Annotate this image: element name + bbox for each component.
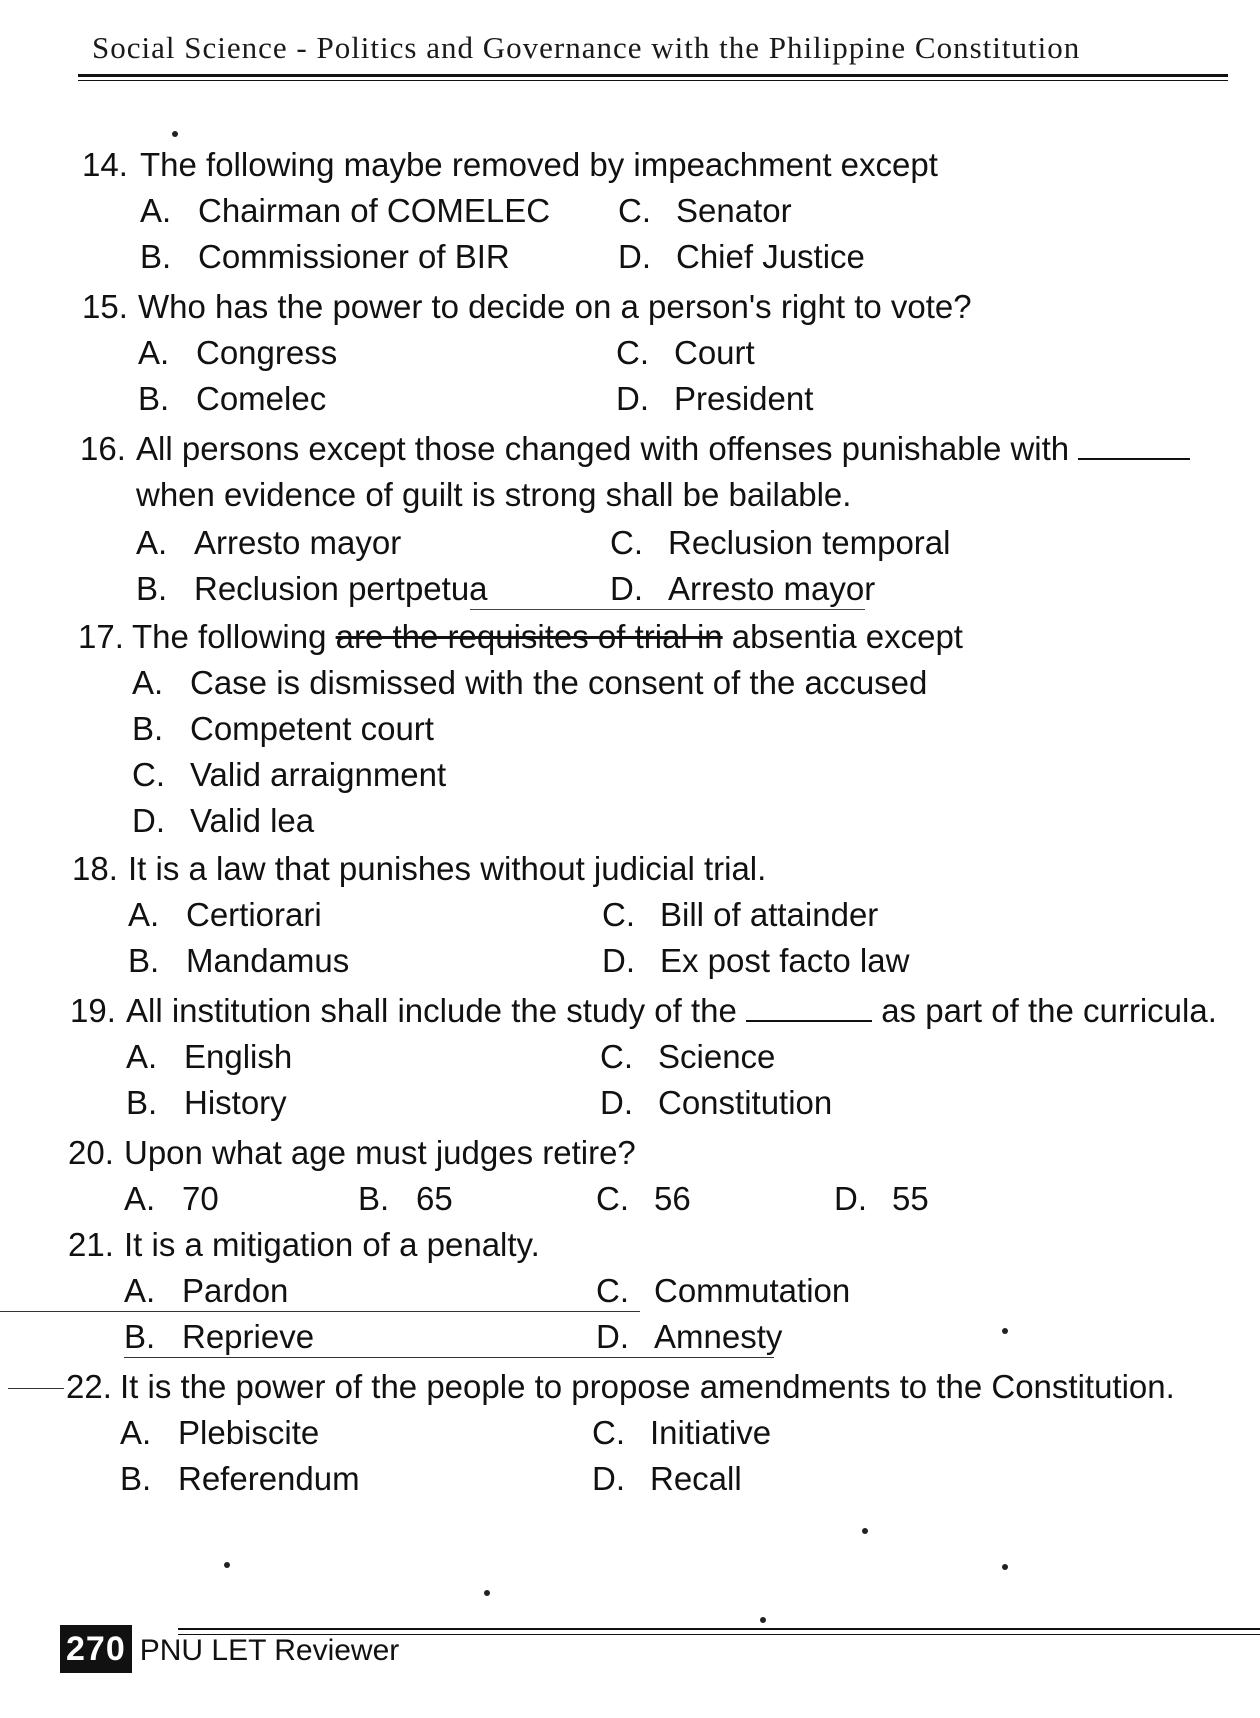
option-letter: D. <box>616 380 649 417</box>
option-a <box>138 330 337 376</box>
question-stem-part2: absentia except <box>722 618 963 655</box>
option-a <box>128 892 322 938</box>
question-number: 15. <box>82 288 128 325</box>
question-17 <box>0 614 1260 660</box>
scan-speck <box>224 1562 230 1568</box>
question-stem <box>126 988 1217 1034</box>
option-letter: A. <box>124 1180 156 1217</box>
option-c <box>596 1268 850 1314</box>
option-text: Commissioner of BIR <box>198 238 510 275</box>
option-text: 65 <box>416 1180 453 1217</box>
question-stem: Upon what age must judges retire? <box>124 1134 636 1171</box>
option-letter: A. <box>140 192 172 229</box>
option-letter: B. <box>136 570 168 607</box>
option-b <box>136 566 488 612</box>
option-b <box>128 938 349 984</box>
scan-speck <box>1002 1564 1008 1570</box>
scan-speck <box>484 1590 490 1596</box>
option-letter: D. <box>132 802 165 839</box>
option-b <box>120 1456 360 1502</box>
option-text: 70 <box>182 1180 219 1217</box>
option-a <box>126 1034 292 1080</box>
option-a <box>120 1410 319 1456</box>
question-stem: The following maybe removed by impeachment except <box>140 146 938 183</box>
question-number: 22. <box>66 1368 112 1405</box>
question-number: 18. <box>72 850 118 887</box>
option-a <box>136 520 401 566</box>
option-a <box>132 660 927 706</box>
question-stem-part1: All institution shall include the study of the <box>126 992 737 1029</box>
option-letter: C. <box>610 524 643 561</box>
question-21 <box>0 1222 1260 1268</box>
option-text: Commutation <box>654 1272 851 1309</box>
option-text: Ex post facto law <box>660 942 910 979</box>
question-16 <box>0 426 1260 472</box>
option-letter: B. <box>132 710 164 747</box>
option-c <box>602 892 878 938</box>
page-header-title: Social Science - Politics and Governance with the Philippine Constitution <box>92 30 1081 65</box>
option-b <box>140 234 510 280</box>
option-text: Amnesty <box>654 1318 783 1355</box>
option-text: Congress <box>196 334 338 371</box>
fill-in-blank <box>1078 428 1190 460</box>
question-stem-line2: when evidence of guilt is strong shall be bailable. <box>136 476 852 513</box>
option-letter: A. <box>126 1038 158 1075</box>
question-14 <box>0 142 1260 188</box>
pen-line <box>0 1311 640 1312</box>
option-b <box>358 1176 453 1222</box>
option-letter: B. <box>140 238 172 275</box>
option-letter: A. <box>138 334 170 371</box>
option-text: Competent court <box>190 710 434 747</box>
option-d <box>618 234 865 280</box>
option-letter: A. <box>128 896 160 933</box>
option-letter: C. <box>600 1038 633 1075</box>
question-number: 20. <box>68 1134 114 1171</box>
question-number: 21. <box>68 1226 114 1263</box>
pen-line <box>124 1357 774 1358</box>
option-text: Valid arraignment <box>190 756 447 793</box>
question-number: 14. <box>82 146 128 183</box>
option-d <box>600 1080 832 1126</box>
question-stem <box>136 426 1190 472</box>
option-letter: D. <box>596 1318 629 1355</box>
option-letter: B. <box>358 1180 390 1217</box>
question-stem: Who has the power to decide on a person's right to vote? <box>138 288 972 325</box>
header-rule <box>78 74 1228 77</box>
option-text: Court <box>674 334 755 371</box>
question-number: 17. <box>78 618 124 655</box>
option-text: Recall <box>650 1460 742 1497</box>
option-text: Science <box>658 1038 776 1075</box>
option-text: Bill of attainder <box>660 896 879 933</box>
option-letter: C. <box>616 334 649 371</box>
option-text: Reclusion pertpetua <box>194 570 488 607</box>
option-c <box>600 1034 775 1080</box>
question-15 <box>0 284 1260 330</box>
option-letter: A. <box>132 664 164 701</box>
option-c <box>610 520 950 566</box>
option-c <box>616 330 755 376</box>
option-b <box>124 1314 314 1360</box>
option-letter: B. <box>128 942 160 979</box>
option-letter: C. <box>132 756 165 793</box>
option-d <box>602 938 909 984</box>
scan-speck <box>862 1528 868 1534</box>
fill-in-blank <box>746 990 872 1022</box>
option-d <box>592 1456 742 1502</box>
option-text: 56 <box>654 1180 691 1217</box>
scan-speck <box>760 1617 766 1623</box>
option-letter: D. <box>610 570 643 607</box>
option-letter: B. <box>126 1084 158 1121</box>
question-number: 16. <box>80 430 126 467</box>
option-letter: A. <box>120 1414 152 1451</box>
option-b <box>138 376 326 422</box>
option-text: Comelec <box>196 380 327 417</box>
question-stem-part2: as part of the curricula. <box>881 992 1217 1029</box>
option-text: Initiative <box>650 1414 772 1451</box>
option-text: 55 <box>892 1180 929 1217</box>
option-text: Valid lea <box>190 802 315 839</box>
question-18 <box>0 846 1260 892</box>
option-text: History <box>184 1084 287 1121</box>
question-20 <box>0 1130 1260 1176</box>
question-19 <box>0 988 1260 1034</box>
question-stem-struck: are the requisites of trial in <box>335 618 723 655</box>
question-stem: It is the power of the people to propose amendments to the Constitution. <box>120 1368 1175 1405</box>
question-stem-line1: All persons except those changed with offenses punishable with <box>136 430 1070 467</box>
option-letter: A. <box>136 524 168 561</box>
option-letter: C. <box>592 1414 625 1451</box>
option-letter: D. <box>602 942 635 979</box>
page-number: 270 <box>60 1625 132 1673</box>
pen-underline <box>470 609 865 610</box>
option-a <box>124 1176 219 1222</box>
option-letter: D. <box>592 1460 625 1497</box>
option-text: Pardon <box>182 1272 289 1309</box>
option-d <box>596 1314 782 1360</box>
option-text: Case is dismissed with the consent of the accused <box>190 664 928 701</box>
question-16-continued <box>0 472 1260 518</box>
option-d <box>132 798 314 844</box>
option-b <box>126 1080 287 1126</box>
book-title: PNU LET Reviewer <box>139 1634 400 1667</box>
option-text: Chairman of COMELEC <box>198 192 551 229</box>
option-d <box>616 376 813 422</box>
option-text: Reclusion temporal <box>668 524 951 561</box>
header-rule-double <box>78 80 1228 81</box>
question-stem: It is a law that punishes without judicial trial. <box>128 850 767 887</box>
option-c <box>596 1176 691 1222</box>
option-letter: D. <box>834 1180 867 1217</box>
option-text: English <box>184 1038 293 1075</box>
option-d <box>834 1176 929 1222</box>
option-a <box>124 1268 288 1314</box>
option-letter: B. <box>124 1318 156 1355</box>
option-text: Arresto mayor <box>194 524 402 561</box>
option-letter: C. <box>596 1180 629 1217</box>
option-text: Mandamus <box>186 942 350 979</box>
option-b <box>132 706 434 752</box>
option-text: Reprieve <box>182 1318 315 1355</box>
option-text: Constitution <box>658 1084 833 1121</box>
option-text: Referendum <box>178 1460 360 1497</box>
option-letter: C. <box>602 896 635 933</box>
option-text: Plebiscite <box>178 1414 320 1451</box>
option-letter: D. <box>618 238 651 275</box>
scan-speck <box>172 131 178 137</box>
question-22 <box>0 1364 1260 1410</box>
option-letter: A. <box>124 1272 156 1309</box>
question-number: 19. <box>70 992 116 1029</box>
question-stem-part1: The following <box>132 618 336 655</box>
option-text: Certiorari <box>186 896 322 933</box>
option-c <box>618 188 792 234</box>
option-letter: D. <box>600 1084 633 1121</box>
page-footer <box>60 1625 399 1673</box>
option-text: Arresto mayor <box>668 570 876 607</box>
option-text: Chief Justice <box>676 238 865 275</box>
option-letter: B. <box>120 1460 152 1497</box>
option-letter: C. <box>596 1272 629 1309</box>
pen-dash <box>8 1388 64 1389</box>
option-a <box>140 188 550 234</box>
option-text: President <box>674 380 814 417</box>
option-d <box>610 566 875 612</box>
option-text: Senator <box>676 192 792 229</box>
option-letter: C. <box>618 192 651 229</box>
option-letter: B. <box>138 380 170 417</box>
scan-speck <box>1002 1328 1008 1334</box>
question-stem <box>132 614 963 660</box>
option-c <box>592 1410 771 1456</box>
question-stem: It is a mitigation of a penalty. <box>124 1226 540 1263</box>
option-c <box>132 752 446 798</box>
